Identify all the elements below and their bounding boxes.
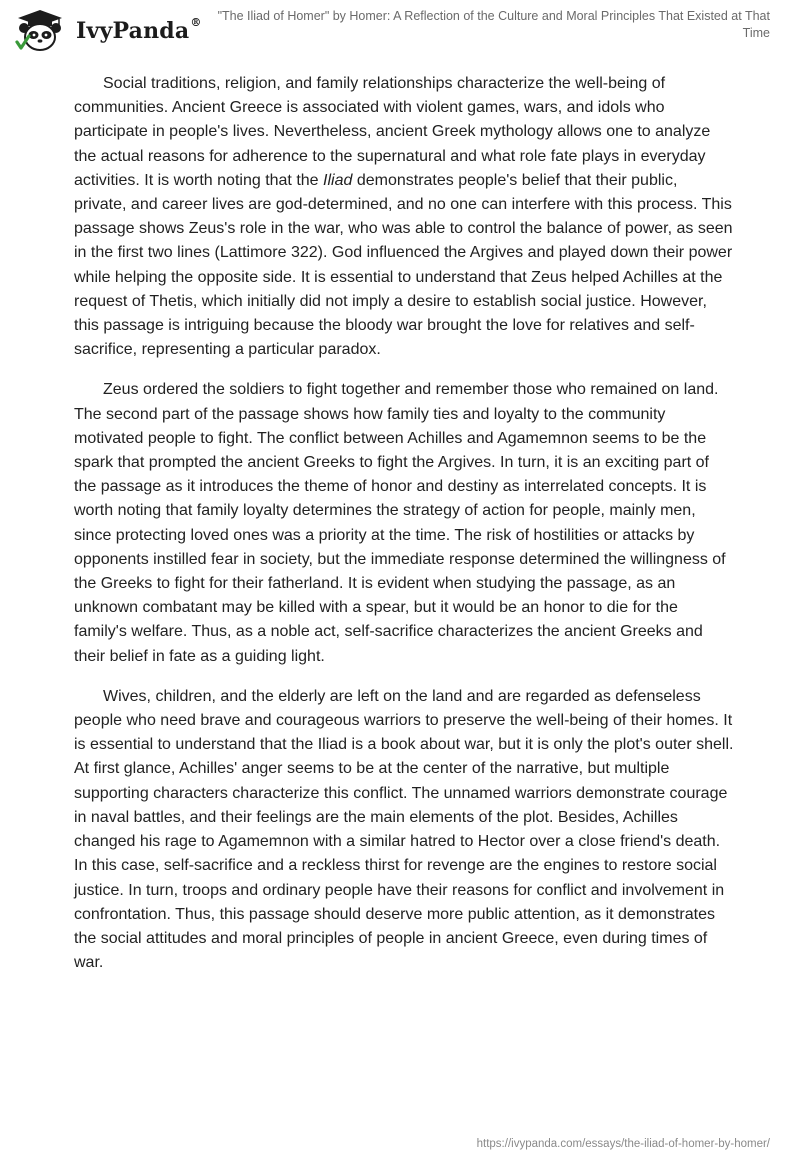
paragraph-1-italic-title: Iliad: [323, 171, 353, 189]
panda-graduate-icon: [14, 8, 66, 52]
essay-body: [74, 72, 734, 991]
paragraph-2: Zeus ordered the soldiers to fight together and remember those who remained on land. The second part of the passage shows how family ties and loyalty to the community motivated people to fight. The conflict between Achilles and Agamemnon seems to be the spark that prompted the ancient Greeks to fight the Argives. In turn, it is an exciting part of the passage as it introduces the theme of honor and destiny as interrelated concepts. It is worth noting that family loyalty determines the strategy of action for people, mainly men, since protecting loved ones was a priority at the time. The risk of hostilities or attacks by opponents instilled fear in society, but the immediate response determined the willingness of the Greeks to fight for their fatherland. It is evident when studying the passage, as an unknown combatant may be killed with a spear, but it would be an honor to die for the family's welfare. Thus, as a noble act, self-sacrifice characterizes the ancient Greeks and their belief in fate as a guiding light.: [74, 381, 726, 665]
page-header: [0, 0, 800, 60]
logo-wordmark: [76, 15, 202, 44]
ivypanda-logo[interactable]: [14, 8, 202, 52]
paragraph-1: [74, 72, 734, 362]
paragraph-3: Wives, children, and the elderly are left on the land and are regarded as defenseless people who need brave and courageous warriors to preserve the well-being of their homes. It is essential to understand that the Iliad is a book about war, but it is only the plot's outer shell. At first glance, Achilles' anger seems to be at the center of the narrative, but multiple supporting characters characterize this conflict. The unnamed warriors demonstrate courage in naval battles, and their feelings are the main elements of the plot. Besides, Achilles changed his rage to Agamemnon with a similar hatred to Hector over a close friend's death. In this case, self-sacrifice and a reckless thirst for revenge are the engines to restore social justice. In turn, troops and ordinary people have their reasons for conflict and involvement in confrontation. Thus, this passage should deserve more public attention, as it demonstrates the social attitudes and moral principles of people in ancient Greece, even during times of war.: [74, 687, 734, 972]
source-url[interactable]: https://ivypanda.com/essays/the-iliad-of-homer-by-homer/: [476, 1138, 770, 1150]
registered-mark: ®: [190, 15, 202, 29]
paragraph-1-part-a: Social traditions, religion, and family relationships characterize the well-being of communities. Ancient Greece is associated with violent games, wars, and idols who participate in people's lives. Nevertheless, ancient Greek mythology allows one to analyze the actual reasons for adherence to the supernatural and what role fate plays in everyday activities. It is worth noting that the: [74, 75, 711, 189]
document-title: "The Iliad of Homer" by Homer: A Reflection of the Culture and Moral Principles That Existed at That Time: [217, 9, 770, 40]
paragraph-1-part-b: demonstrates people's belief that their public, private, and career lives are god-determined, and no one can interfere with this process. This passage shows Zeus's role in the war, who was able to control the balance of power, as seen in the first two lines (Lattimore 322). God influenced the Argives and played down their power while helping the opposite side. It is essential to understand that Zeus helped Achilles at the request of Thetis, which initially did not imply a desire to establish social justice. However, this passage is intriguing because the bloody war brought the love for relatives and self-sacrifice, representing a particular paradox.: [74, 171, 733, 359]
logo-text: IvyPanda: [76, 18, 190, 44]
